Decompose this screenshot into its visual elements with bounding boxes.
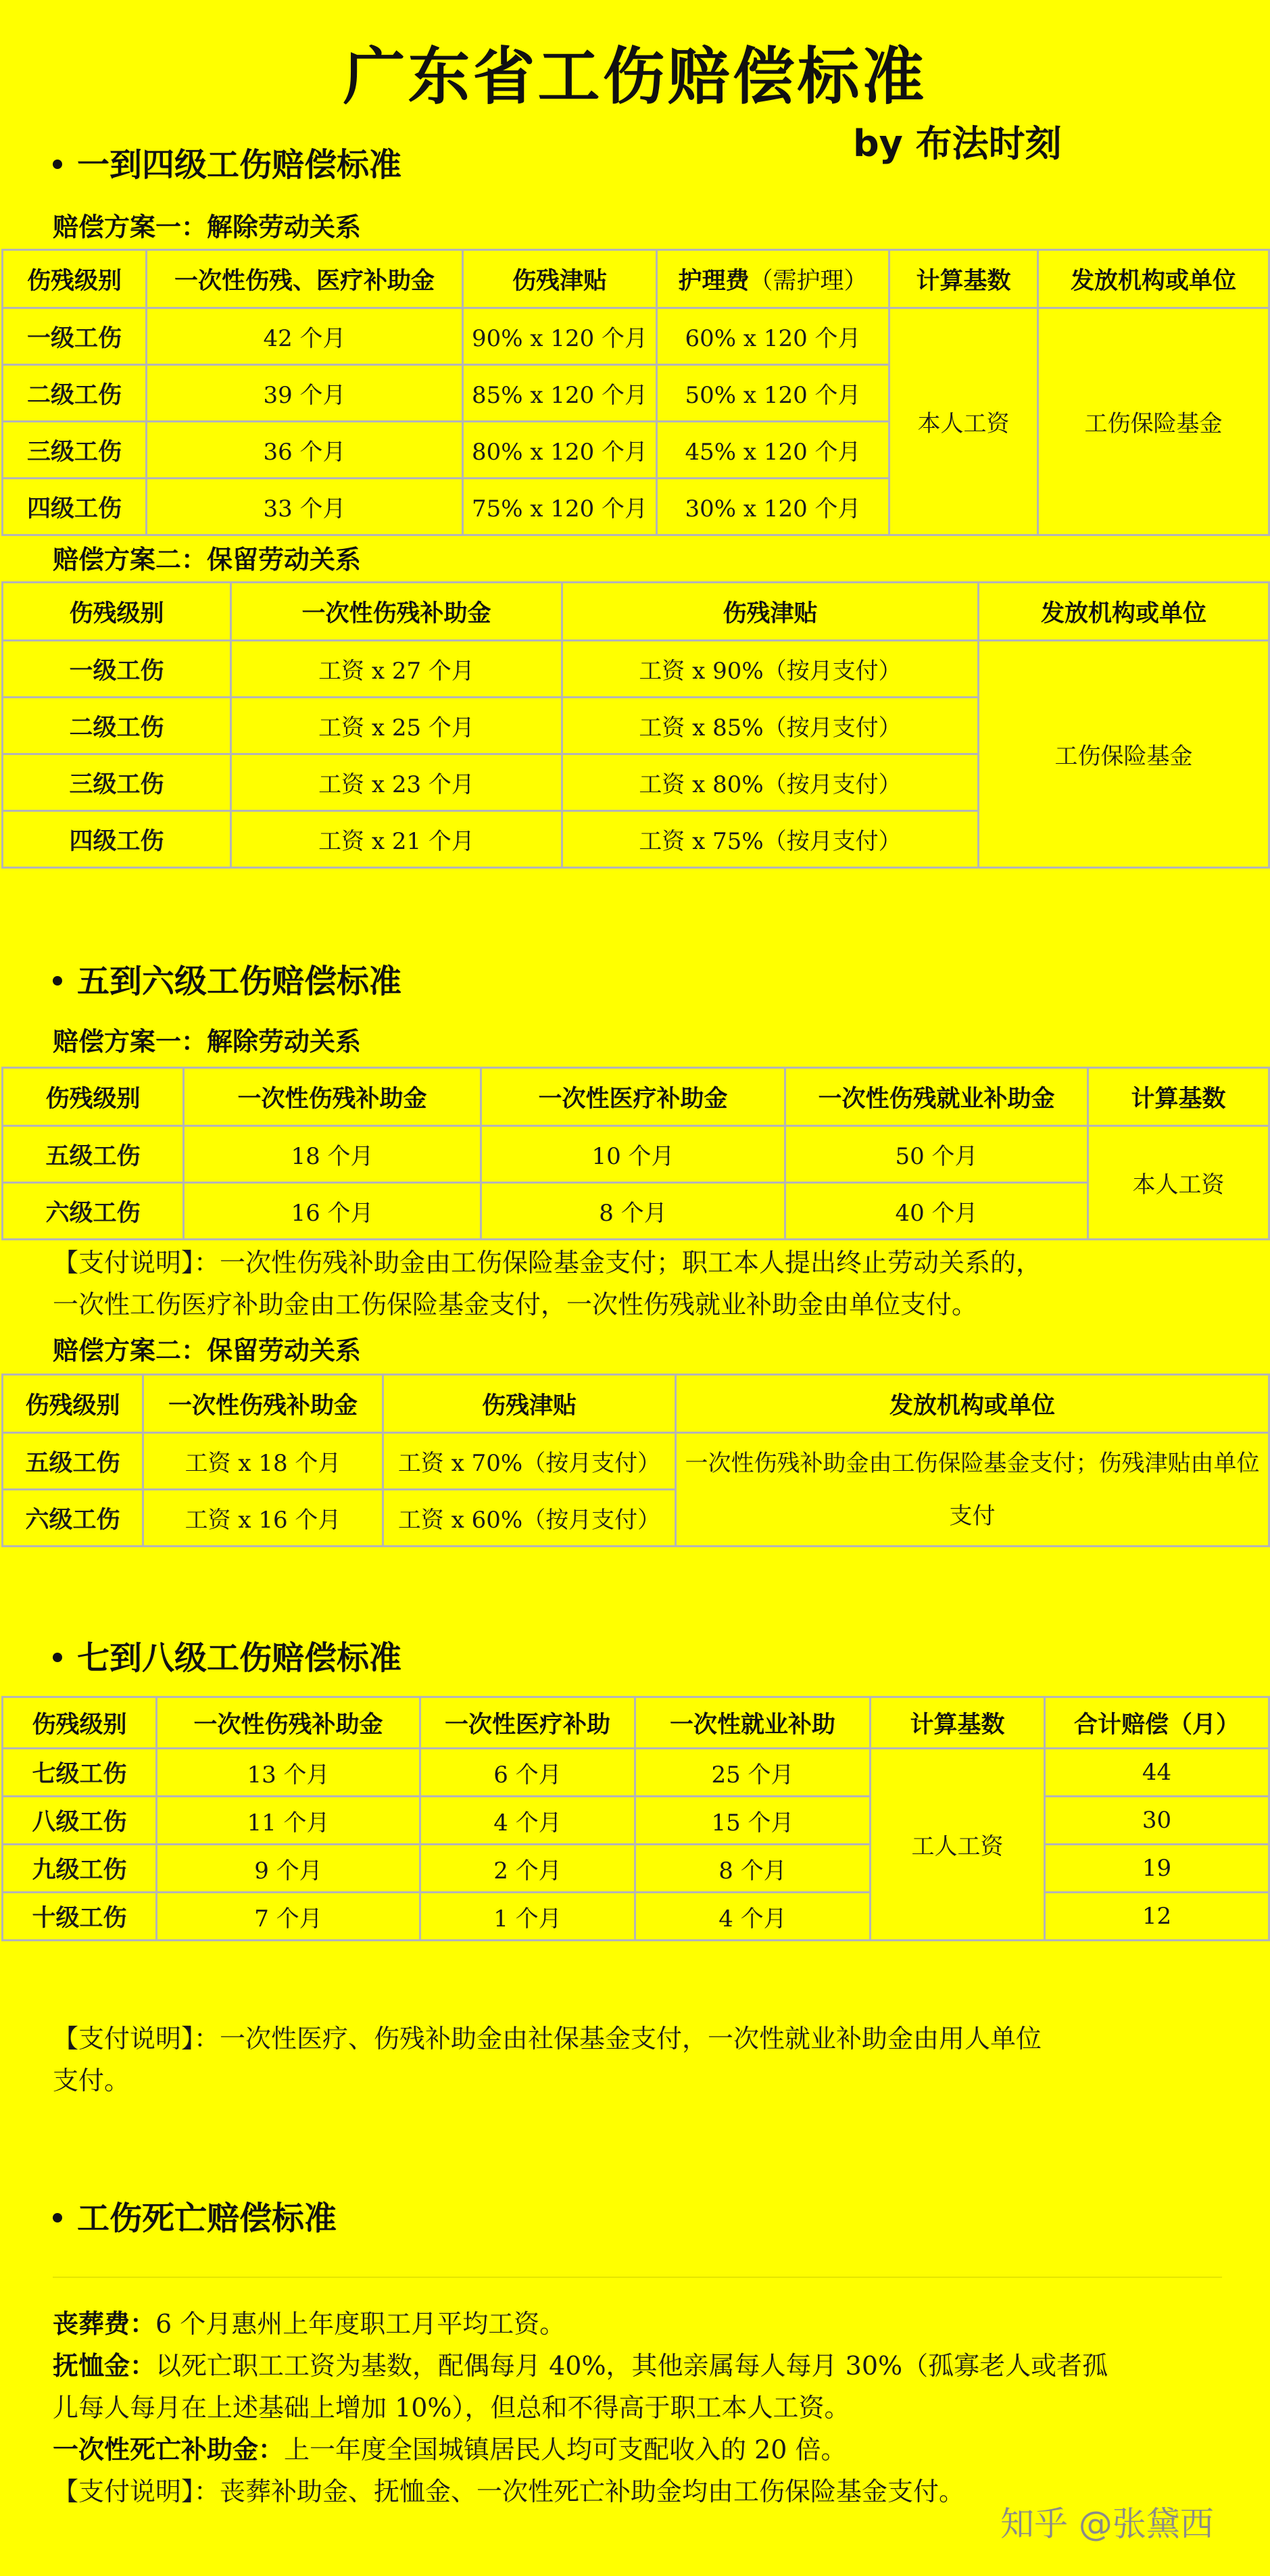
table-cell: 75% x 120 个月 [463,479,657,535]
header-cell: 合计赔偿（月） [1045,1697,1269,1749]
header-cell: 伤残津贴 [562,583,979,641]
header-cell: 一次性伤残就业补助金 [785,1068,1088,1126]
table-cell: 工资 x 16 个月 [143,1490,383,1547]
payment-note-death: 【支付说明】：丧葬补助金、抚恤金、一次性死亡补助金均由工伤保险基金支付。 [53,2477,965,2506]
lump-sum-text: 上一年度全国城镇居民人均可支配收入的 20 倍。 [284,2435,847,2464]
table-grade-5-6-plan-1 [1,1067,1270,1240]
note-line: 【支付说明】：一次性医疗、伤残补助金由社保基金支付，一次性就业补助金由用人单位 [53,2024,1042,2053]
table-cell: 4 个月 [420,1797,635,1845]
table-row [3,1845,1269,1893]
table-grade-1-4-plan-1 [1,249,1270,536]
table-header-row [3,1068,1269,1126]
page-title: 广东省工伤赔偿标准 [343,41,927,113]
table-row [3,1183,1269,1240]
table-header-row [3,1697,1269,1749]
table-cell: 25 个月 [635,1749,871,1797]
table-cell: 39 个月 [147,365,463,422]
header-note: （需护理） [749,267,868,295]
table-cell: 60% x 120 个月 [657,308,889,365]
header-cell: 一次性就业补助 [635,1697,871,1749]
bullet-icon [53,1653,62,1662]
pension-text: 以死亡职工工资为基数，配偶每月 40%，其他亲属每人每月 30%（孤寡老人或者孤 [155,2351,1108,2381]
bullet-icon [53,160,62,169]
grade-cell: 五级工伤 [3,1126,184,1183]
header-cell: 伤残津贴 [383,1375,676,1433]
table-cell: 工资 x 60%（按月支付） [383,1490,676,1547]
table-cell: 36 个月 [147,422,463,479]
payment-note-5-6 [53,1242,1042,1326]
table-cell: 8 个月 [481,1183,785,1240]
table-cell: 85% x 120 个月 [463,365,657,422]
grade-cell: 二级工伤 [3,365,147,422]
section-heading-1-4 [53,139,401,185]
header-cell: 一次性伤残补助金 [157,1697,420,1749]
table-row [3,1749,1269,1797]
table-cell: 18 个月 [184,1126,481,1183]
grade-cell: 七级工伤 [3,1749,157,1797]
table-row [3,1126,1269,1183]
table-cell: 50% x 120 个月 [657,365,889,422]
section-heading-text: 工伤死亡赔偿标准 [77,2200,337,2237]
table-cell: 工资 x 70%（按月支付） [383,1433,676,1490]
section-heading-7-10 [53,1632,401,1678]
note-line: 【支付说明】：一次性伤残补助金由工伤保险基金支付；职工本人提出终止劳动关系的， [53,1248,1042,1278]
payment-note-7-10 [53,2018,1042,2101]
plan-value: 解除劳动关系 [207,212,362,242]
divider [53,2277,1222,2278]
table-grade-5-6-plan-2 [1,1374,1270,1547]
header-cell: 计算基数 [871,1697,1045,1749]
table-row [3,1797,1269,1845]
table-cell: 42 个月 [147,308,463,365]
header-cell: 伤残级别 [3,1068,184,1126]
plan-label: 赔偿方案一： [53,212,207,242]
table-cell: 50 个月 [785,1126,1088,1183]
grade-cell: 十级工伤 [3,1893,157,1941]
table-cell: 工资 x 23 个月 [231,754,562,811]
pension-text-cont: 儿每人每月在上述基础上增加 10%），但总和不得高于职工本人工资。 [53,2393,850,2423]
death-compensation-text [53,2303,1242,2512]
header-cell: 伤残级别 [3,583,231,641]
header-cell: 一次性伤残、医疗补助金 [147,250,463,308]
base-cell: 本人工资 [889,308,1038,535]
header-cell: 发放机构或单位 [979,583,1269,641]
grade-cell: 八级工伤 [3,1797,157,1845]
note-line: 一次性工伤医疗补助金由工伤保险基金支付，一次性伤残就业补助金由单位支付。 [53,1290,978,1319]
plan-label: 赔偿方案二： [53,545,207,575]
pension-label: 抚恤金： [53,2351,156,2381]
plan-label: 赔偿方案二： [53,1336,207,1365]
header-cell: 一次性医疗补助 [420,1697,635,1749]
table-cell: 16 个月 [184,1183,481,1240]
section-heading-text: 七到八级工伤赔偿标准 [77,1639,402,1677]
base-cell: 本人工资 [1088,1126,1269,1240]
table-cell: 7 个月 [157,1893,420,1941]
org-cell: 工伤保险基金 [1038,308,1269,535]
table-cell: 10 个月 [481,1126,785,1183]
plan-label: 赔偿方案一： [53,1027,207,1056]
table-row [3,308,1269,365]
table-cell: 90% x 120 个月 [463,308,657,365]
total-cell: 12 [1045,1893,1269,1941]
total-cell: 30 [1045,1797,1269,1845]
table-cell: 工资 x 75%（按月支付） [562,811,979,868]
table-cell: 40 个月 [785,1183,1088,1240]
org-cell: 工伤保险基金 [979,641,1269,868]
table-cell: 8 个月 [635,1845,871,1893]
header-text: 护理费 [678,267,750,295]
header-cell: 发放机构或单位 [1038,250,1269,308]
table-cell: 工资 x 85%（按月支付） [562,698,979,754]
header-cell: 伤残级别 [3,1375,143,1433]
plan-value: 保留劳动关系 [207,1336,362,1365]
table-cell: 33 个月 [147,479,463,535]
header-cell [657,250,889,308]
grade-cell: 四级工伤 [3,811,231,868]
header-cell: 计算基数 [889,250,1038,308]
table-cell: 1 个月 [420,1893,635,1941]
plan-2-label [53,1330,361,1367]
header-cell: 伤残津贴 [463,250,657,308]
note-line: 支付。 [53,2066,130,2095]
table-cell: 45% x 120 个月 [657,422,889,479]
grade-cell: 三级工伤 [3,754,231,811]
table-cell: 11 个月 [157,1797,420,1845]
table-row [3,1893,1269,1941]
funeral-label: 丧葬费： [53,2309,156,2339]
table-cell: 4 个月 [635,1893,871,1941]
table-cell: 9 个月 [157,1845,420,1893]
plan-1-label [53,206,361,243]
grade-cell: 六级工伤 [3,1183,184,1240]
grade-cell: 四级工伤 [3,479,147,535]
table-row [3,641,1269,698]
lump-sum-label: 一次性死亡补助金： [53,2435,285,2464]
grade-cell: 二级工伤 [3,698,231,754]
header-cell: 伤残级别 [3,1697,157,1749]
table-row [3,1433,1269,1490]
grade-cell: 一级工伤 [3,308,147,365]
header-cell: 一次性医疗补助金 [481,1068,785,1126]
table-grade-1-4-plan-2 [1,581,1270,869]
grade-cell: 三级工伤 [3,422,147,479]
section-heading-5-6 [53,955,401,1002]
pension-line [53,2345,1242,2387]
author-label: by 布法时刻 [853,122,1062,165]
org-cell: 一次性伤残补助金由工伤保险基金支付；伤残津贴由单位支付 [676,1433,1269,1547]
table-cell: 6 个月 [420,1749,635,1797]
header-cell: 一次性伤残补助金 [184,1068,481,1126]
watermark: 知乎 @张黛西 [1000,2504,1214,2544]
lump-sum-line [53,2429,1242,2471]
bullet-icon [53,2213,62,2222]
table-cell: 工资 x 27 个月 [231,641,562,698]
grade-cell: 一级工伤 [3,641,231,698]
header-cell: 一次性伤残补助金 [143,1375,383,1433]
plan-1-label [53,1021,361,1058]
table-cell: 80% x 120 个月 [463,422,657,479]
section-heading-text: 五到六级工伤赔偿标准 [77,963,402,1000]
table-cell: 工资 x 90%（按月支付） [562,641,979,698]
table-cell: 15 个月 [635,1797,871,1845]
bullet-icon [53,976,62,986]
grade-cell: 九级工伤 [3,1845,157,1893]
plan-value: 保留劳动关系 [207,545,362,575]
plan-2-label [53,539,361,576]
grade-cell: 五级工伤 [3,1433,143,1490]
header-cell: 一次性伤残补助金 [231,583,562,641]
total-cell: 19 [1045,1845,1269,1893]
table-cell: 工资 x 18 个月 [143,1433,383,1490]
section-heading-text: 一到四级工伤赔偿标准 [77,146,402,184]
table-grade-7-10 [1,1696,1270,1941]
total-cell: 44 [1045,1749,1269,1797]
table-header-row [3,1375,1269,1433]
funeral-line [53,2303,1242,2345]
grade-cell: 六级工伤 [3,1490,143,1547]
table-cell: 2 个月 [420,1845,635,1893]
table-header-row [3,250,1269,308]
header-cell: 伤残级别 [3,250,147,308]
table-header-row [3,583,1269,641]
table-cell: 30% x 120 个月 [657,479,889,535]
header-cell: 发放机构或单位 [676,1375,1269,1433]
section-heading-death [53,2192,337,2239]
header-cell: 计算基数 [1088,1068,1269,1126]
plan-value: 解除劳动关系 [207,1027,362,1056]
funeral-text: 6 个月惠州上年度职工月平均工资。 [155,2309,566,2339]
table-cell: 工资 x 25 个月 [231,698,562,754]
table-cell: 13 个月 [157,1749,420,1797]
table-cell: 工资 x 80%（按月支付） [562,754,979,811]
table-cell: 工资 x 21 个月 [231,811,562,868]
base-cell: 工人工资 [871,1749,1045,1941]
